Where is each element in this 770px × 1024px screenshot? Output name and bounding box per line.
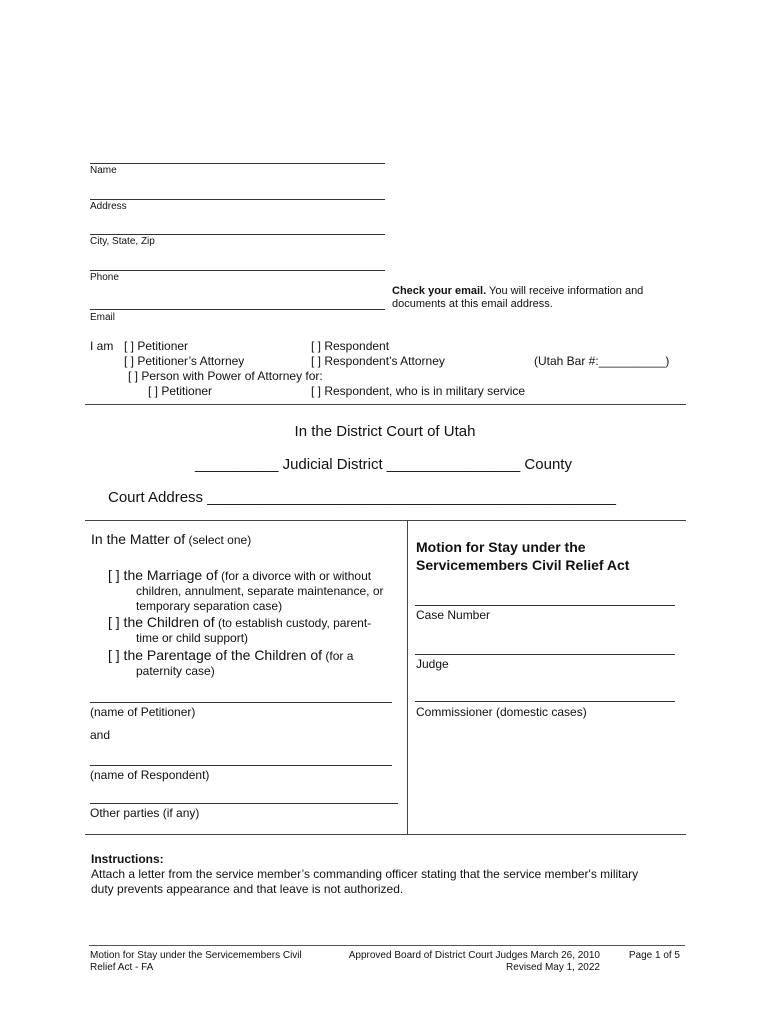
motion-title-line1: Motion for Stay under the — [416, 539, 586, 555]
other-parties-line[interactable] — [90, 803, 398, 804]
address-line[interactable] — [90, 199, 385, 200]
petitioner-name-label: (name of Petitioner) — [90, 705, 196, 719]
petitioner-attorney-checkbox[interactable]: [ ] Petitioner’s Attorney — [124, 354, 245, 368]
instructions-heading: Instructions: — [91, 852, 164, 866]
footer-approved: Approved Board of District Court Judges March 26, 2010 — [348, 950, 600, 961]
phone-line[interactable] — [90, 270, 385, 271]
name-line[interactable] — [90, 163, 385, 164]
marriage-checkbox[interactable]: [ ] the Marriage of — [108, 567, 218, 583]
commissioner-label: Commissioner (domestic cases) — [416, 705, 587, 719]
district-line[interactable]: __________ Judicial District ________________ County — [195, 456, 572, 473]
name-label: Name — [90, 165, 117, 176]
email-label: Email — [90, 312, 116, 323]
other-parties-label: Other parties (if any) — [90, 806, 200, 820]
footer-revised: Revised May 1, 2022 — [506, 962, 600, 973]
children-note: (to establish custody, parent- — [214, 616, 372, 630]
matter-heading-text: In the Matter of — [91, 531, 186, 547]
matter-heading-note: (select one) — [185, 533, 252, 547]
judge-line[interactable] — [415, 654, 675, 655]
address-label: Address — [90, 201, 127, 212]
caption-bottom-line — [85, 834, 686, 835]
instructions-line1: Attach a letter from the service member’s commanding officer stating that the service member's military — [91, 867, 639, 881]
respondent-checkbox[interactable]: [ ] Respondent — [311, 339, 390, 353]
phone-label: Phone — [90, 272, 119, 283]
instructions-line2: duty prevents appearance and that leave is not authorized. — [91, 882, 404, 896]
poa-checkbox[interactable]: [ ] Person with Power of Attorney for: — [128, 369, 323, 383]
footer-form-title-1: Motion for Stay under the Servicemembers Civil — [90, 950, 302, 961]
marriage-note-line2: children, annulment, separate maintenance, or — [136, 584, 384, 598]
check-email-line2: documents at this email address. — [392, 298, 553, 310]
respondent-attorney-checkbox[interactable]: [ ] Respondent’s Attorney — [311, 354, 445, 368]
marriage-note: (for a divorce with or without — [217, 569, 372, 583]
children-option[interactable] — [108, 614, 371, 630]
footer-page-number: Page 1 of 5 — [628, 950, 680, 961]
court-address-line[interactable]: Court Address _________________________________________________ — [108, 489, 616, 506]
parentage-checkbox[interactable]: [ ] the Parentage of the Children of — [108, 647, 323, 663]
matter-heading — [91, 531, 251, 547]
city-line[interactable] — [90, 234, 385, 235]
parentage-option[interactable] — [108, 647, 353, 663]
caption-top-line — [85, 520, 686, 521]
footer-line — [89, 945, 685, 946]
bar-number-field[interactable]: (Utah Bar #:__________) — [534, 354, 670, 368]
commissioner-line[interactable] — [415, 701, 675, 702]
marriage-note-line3: temporary separation case) — [136, 599, 283, 613]
case-number-label: Case Number — [416, 608, 491, 622]
petitioner-name-line[interactable] — [90, 702, 392, 703]
court-title: In the District Court of Utah — [294, 423, 476, 440]
respondent-name-line[interactable] — [90, 765, 392, 766]
case-number-line[interactable] — [415, 605, 675, 606]
caption-vertical-divider — [407, 520, 408, 835]
check-email-note — [392, 285, 643, 297]
parentage-note: (for a — [322, 649, 354, 663]
children-note-line2: time or child support) — [136, 631, 249, 645]
poa-respondent-checkbox[interactable]: [ ] Respondent, who is in military service — [311, 384, 526, 398]
respondent-name-label: (name of Respondent) — [90, 768, 210, 782]
check-email-bold: Check your email. — [392, 285, 487, 297]
i-am-label: I am — [90, 339, 114, 353]
judge-label: Judge — [416, 657, 449, 671]
footer-form-title-2: Relief Act - FA — [90, 962, 154, 973]
city-label: City, State, Zip — [90, 236, 155, 247]
divider-top — [85, 404, 686, 405]
poa-petitioner-checkbox[interactable]: [ ] Petitioner — [148, 384, 213, 398]
check-email-rest: You will receive information and — [486, 285, 644, 297]
parentage-note-line2: paternity case) — [136, 664, 215, 678]
motion-title-line2: Servicemembers Civil Relief Act — [416, 557, 630, 573]
petitioner-checkbox[interactable]: [ ] Petitioner — [124, 339, 189, 353]
marriage-option[interactable] — [108, 567, 371, 583]
children-checkbox[interactable]: [ ] the Children of — [108, 614, 215, 630]
and-label: and — [90, 728, 111, 742]
email-line[interactable] — [90, 309, 385, 310]
